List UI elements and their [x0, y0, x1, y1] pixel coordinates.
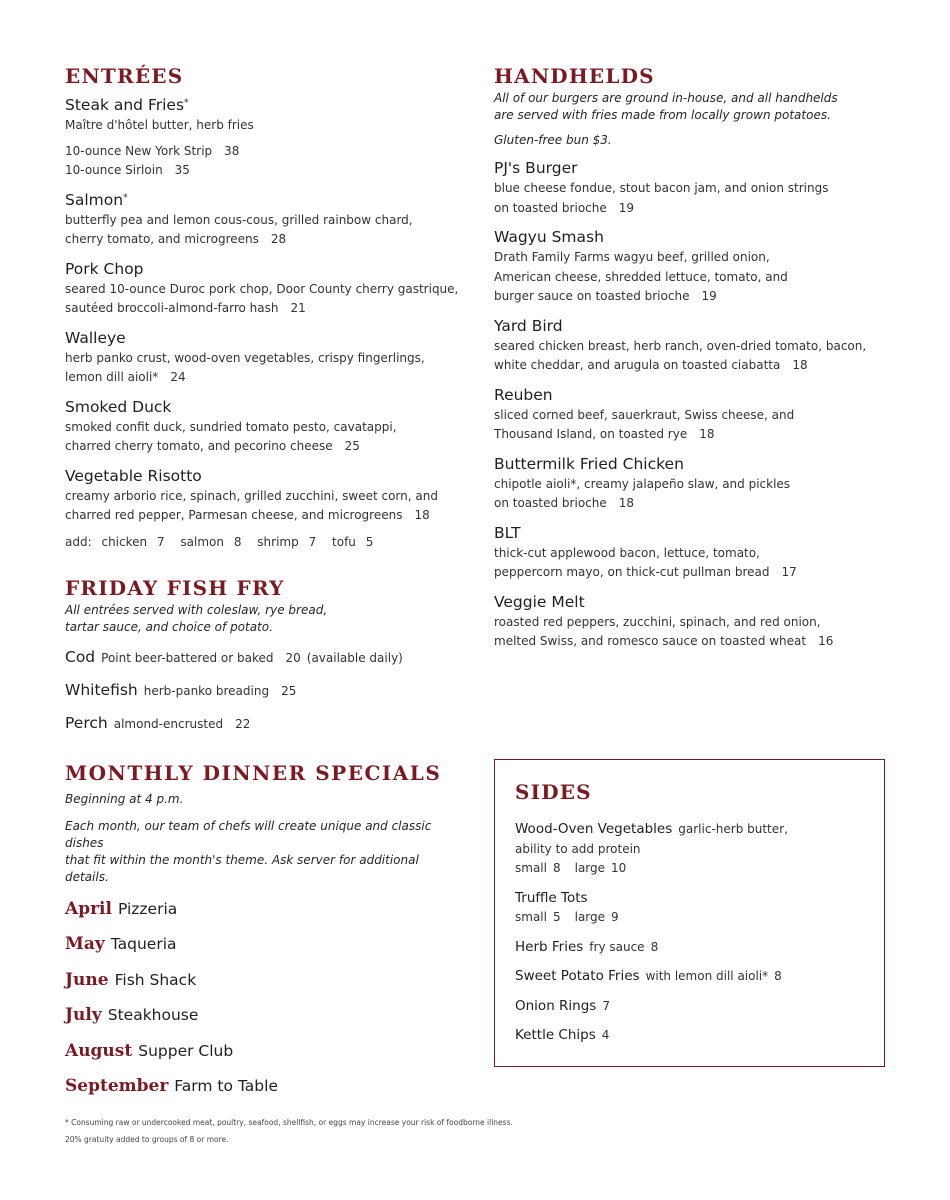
item-desc: Thousand Island, on toasted rye [494, 427, 688, 441]
side-wood-oven-vegetables [515, 820, 864, 879]
side-price: 8 [774, 969, 782, 983]
entree-salmon [65, 189, 465, 250]
addon-name: shrimp [257, 534, 299, 549]
item-desc: sliced corned beef, sauerkraut, Swiss cheese, and [494, 407, 795, 422]
month-theme: Taqueria [110, 935, 177, 953]
item-desc: Maître d'hôtel butter, herb fries [65, 118, 254, 132]
size-label: large [574, 861, 606, 875]
month-row [65, 931, 465, 957]
item-desc: almond-encrusted [113, 717, 224, 731]
side-truffle-tots [515, 889, 864, 928]
item-desc: butterfly pea and lemon cous-cous, grilled rainbow chard, [65, 212, 413, 227]
item-desc: melted Swiss, and romesco sauce on toasted wheat [494, 634, 807, 648]
item-price: 18 [699, 427, 715, 441]
addon-name: chicken [101, 534, 148, 549]
month-row [65, 1073, 465, 1099]
handheld-veggie-melt [494, 591, 894, 652]
item-desc: thick-cut applewood bacon, lettuce, tomato, [494, 545, 760, 560]
item-desc: Point beer-battered or baked [101, 651, 274, 665]
side-desc: with lemon dill aioli* [645, 969, 769, 983]
foodborne-warning: * Consuming raw or undercooked meat, poultry, seafood, shellfish, or eggs may increase your risk of foodborne illness. [65, 1118, 513, 1127]
entree-steak [65, 94, 465, 181]
month-name: June [65, 969, 109, 990]
addon-price: 7 [308, 534, 317, 549]
handheld-blt [494, 522, 894, 583]
handhelds-title: HANDHELDS [494, 64, 655, 88]
month-theme: Pizzeria [117, 899, 178, 918]
item-name: Salmon [65, 190, 124, 209]
item-price: 25 [281, 684, 297, 698]
side-onion-rings [515, 997, 864, 1017]
item-price: 17 [781, 565, 797, 579]
item-desc: white cheddar, and arugula on toasted ciabatta [494, 358, 781, 372]
side-name: Sweet Potato Fries [515, 968, 640, 984]
addon-price: 7 [156, 534, 165, 549]
item-price: 20 [285, 651, 301, 665]
availability-note: (available daily) [306, 651, 403, 665]
item-name: Whitefish [65, 681, 138, 699]
item-name: Veggie Melt [494, 592, 585, 611]
handheld-buttermilk-fried-chicken [494, 453, 894, 514]
item-price: 24 [170, 370, 186, 384]
fish-cod [65, 646, 465, 669]
side-price: 5 [552, 910, 561, 924]
item-desc: creamy arborio rice, spinach, grilled zucchini, sweet corn, and [65, 488, 438, 503]
entree-pork-chop [65, 258, 465, 319]
item-price: 19 [701, 289, 717, 303]
entree-walleye [65, 327, 465, 388]
month-row [65, 1002, 465, 1028]
item-name: Pork Chop [65, 259, 144, 278]
item-desc: Drath Family Farms wagyu beef, grilled onion, [494, 250, 770, 264]
handhelds-intro: are served with fries made from locally grown potatoes. [494, 108, 831, 122]
handheld-yard-bird [494, 315, 894, 376]
item-name: Steak and Fries [65, 96, 185, 114]
item-desc: cherry tomato, and microgreens [65, 232, 259, 246]
side-name: Truffle Tots [515, 889, 588, 906]
side-sweet-potato-fries [515, 967, 864, 987]
item-name: PJ's Burger [494, 159, 578, 177]
item-desc: herb-panko breading [143, 684, 270, 698]
item-name: Yard Bird [494, 316, 563, 335]
side-name: Wood-Oven Vegetables [515, 821, 673, 837]
handheld-reuben [494, 384, 894, 445]
item-desc: charred red pepper, Parmesan cheese, and microgreens [65, 508, 403, 522]
side-price: 10 [611, 861, 627, 875]
fish-fry-intro: tartar sauce, and choice of potato. [65, 620, 273, 634]
sides-box [494, 759, 885, 1067]
side-desc: fry sauce [589, 939, 645, 954]
item-desc: seared 10-ounce Duroc pork chop, Door County cherry gastrique, [65, 281, 459, 296]
month-theme: Fish Shack [114, 970, 197, 989]
addon-price: 8 [233, 534, 242, 549]
item-desc: on toasted brioche [494, 200, 607, 215]
side-name: Onion Rings [515, 997, 597, 1014]
item-name: Perch [65, 714, 108, 732]
month-name: July [65, 1005, 102, 1025]
item-name: Cod [65, 648, 96, 666]
item-desc: seared chicken breast, herb ranch, oven-dried tomato, bacon, [494, 338, 867, 353]
item-desc: on toasted brioche [494, 496, 607, 510]
item-price: 25 [344, 439, 360, 453]
specials-title: MONTHLY DINNER SPECIALS [65, 761, 442, 785]
item-name: Vegetable Risotto [65, 466, 202, 485]
month-row [65, 896, 465, 922]
side-desc: garlic-herb butter, [678, 822, 788, 836]
side-desc: ability to add protein [515, 841, 641, 856]
fish-perch [65, 712, 465, 735]
side-name: Kettle Chips [515, 1027, 596, 1043]
side-price: 8 [650, 939, 659, 954]
month-theme: Steakhouse [107, 1006, 199, 1024]
side-name: Herb Fries [515, 938, 584, 955]
addon-name: salmon [180, 534, 224, 549]
item-name: Reuben [494, 385, 553, 404]
item-price: 28 [270, 232, 287, 246]
sides-title: SIDES [515, 780, 592, 804]
fish-whitefish [65, 679, 465, 702]
entrees-title: ENTRÉES [65, 64, 184, 88]
item-price: 35 [174, 163, 190, 177]
item-desc: smoked confit duck, sundried tomato pesto, cavatappi, [65, 419, 397, 434]
left-column [65, 62, 465, 1099]
add-label: add: [65, 534, 92, 549]
fish-fry-intro: All entrées served with coleslaw, rye bread, [65, 603, 328, 617]
item-price: 19 [618, 200, 635, 215]
raw-warning-mark: * [123, 192, 128, 203]
gratuity-note: 20% gratuity added to groups of 8 or more. [65, 1135, 229, 1144]
item-price: 18 [792, 358, 808, 372]
addon-name: tofu [332, 534, 356, 549]
item-name: Walleye [65, 328, 126, 347]
size-label: small [515, 910, 547, 924]
right-column [494, 62, 894, 652]
item-desc: lemon dill aioli* [65, 370, 159, 384]
item-desc: sautéed broccoli-almond-farro hash [65, 301, 279, 315]
month-name: April [65, 898, 112, 919]
side-price: 4 [601, 1028, 610, 1042]
item-desc: American cheese, shredded lettuce, tomato, and [494, 269, 788, 284]
side-kettle-chips [515, 1026, 864, 1046]
item-name: Smoked Duck [65, 397, 172, 416]
item-desc: herb panko crust, wood-oven vegetables, crispy fingerlings, [65, 350, 425, 365]
item-price: 16 [818, 634, 834, 648]
side-price: 8 [552, 861, 561, 875]
specials-start: Beginning at 4 p.m. [65, 792, 184, 806]
month-name: May [65, 934, 105, 954]
month-theme: Farm to Table [174, 1077, 278, 1095]
cut-name: 10-ounce New York Strip [65, 143, 213, 158]
item-price: 22 [235, 717, 251, 731]
raw-warning-mark: * [184, 98, 189, 108]
item-desc: peppercorn mayo, on thick-cut pullman bread [494, 565, 770, 579]
handheld-wagyu-smash [494, 226, 894, 307]
item-price: 18 [618, 496, 635, 510]
month-row [65, 967, 465, 993]
item-name: BLT [494, 523, 521, 542]
cut-name: 10-ounce Sirloin [65, 163, 163, 177]
handhelds-intro: All of our burgers are ground in-house, and all handhelds [494, 91, 838, 105]
size-label: small [515, 861, 547, 875]
size-label: large [574, 910, 606, 924]
item-name: Wagyu Smash [494, 228, 604, 246]
entree-smoked-duck [65, 396, 465, 457]
item-desc: chipotle aioli*, creamy jalapeño slaw, and pickles [494, 476, 791, 491]
item-desc: blue cheese fondue, stout bacon jam, and onion strings [494, 181, 829, 195]
specials-intro: Each month, our team of chefs will create unique and classic dishes [65, 819, 432, 850]
addon-price: 5 [365, 534, 374, 549]
side-price: 7 [602, 998, 610, 1013]
specials-intro: that fit within the month's theme. Ask server for additional details. [65, 853, 419, 884]
month-name: September [65, 1076, 169, 1096]
month-theme: Supper Club [138, 1041, 234, 1060]
item-price: 18 [414, 508, 430, 522]
item-name: Buttermilk Fried Chicken [494, 454, 684, 473]
item-price: 38 [224, 143, 240, 158]
gluten-free-note: Gluten-free bun $3. [494, 133, 612, 147]
handheld-pjs-burger [494, 157, 894, 218]
entree-vegetable-risotto [65, 465, 465, 526]
item-desc: burger sauce on toasted brioche [494, 289, 690, 303]
months-list [65, 896, 465, 1100]
item-desc: roasted red peppers, zucchini, spinach, and red onion, [494, 614, 821, 629]
side-price: 9 [611, 910, 619, 924]
protein-add-ons [65, 533, 465, 553]
side-herb-fries [515, 938, 864, 958]
item-desc: charred cherry tomato, and pecorino cheese [65, 439, 333, 453]
month-row [65, 1038, 465, 1064]
fish-fry-title: FRIDAY FISH FRY [65, 576, 285, 600]
month-name: August [65, 1040, 133, 1061]
item-price: 21 [290, 301, 306, 315]
